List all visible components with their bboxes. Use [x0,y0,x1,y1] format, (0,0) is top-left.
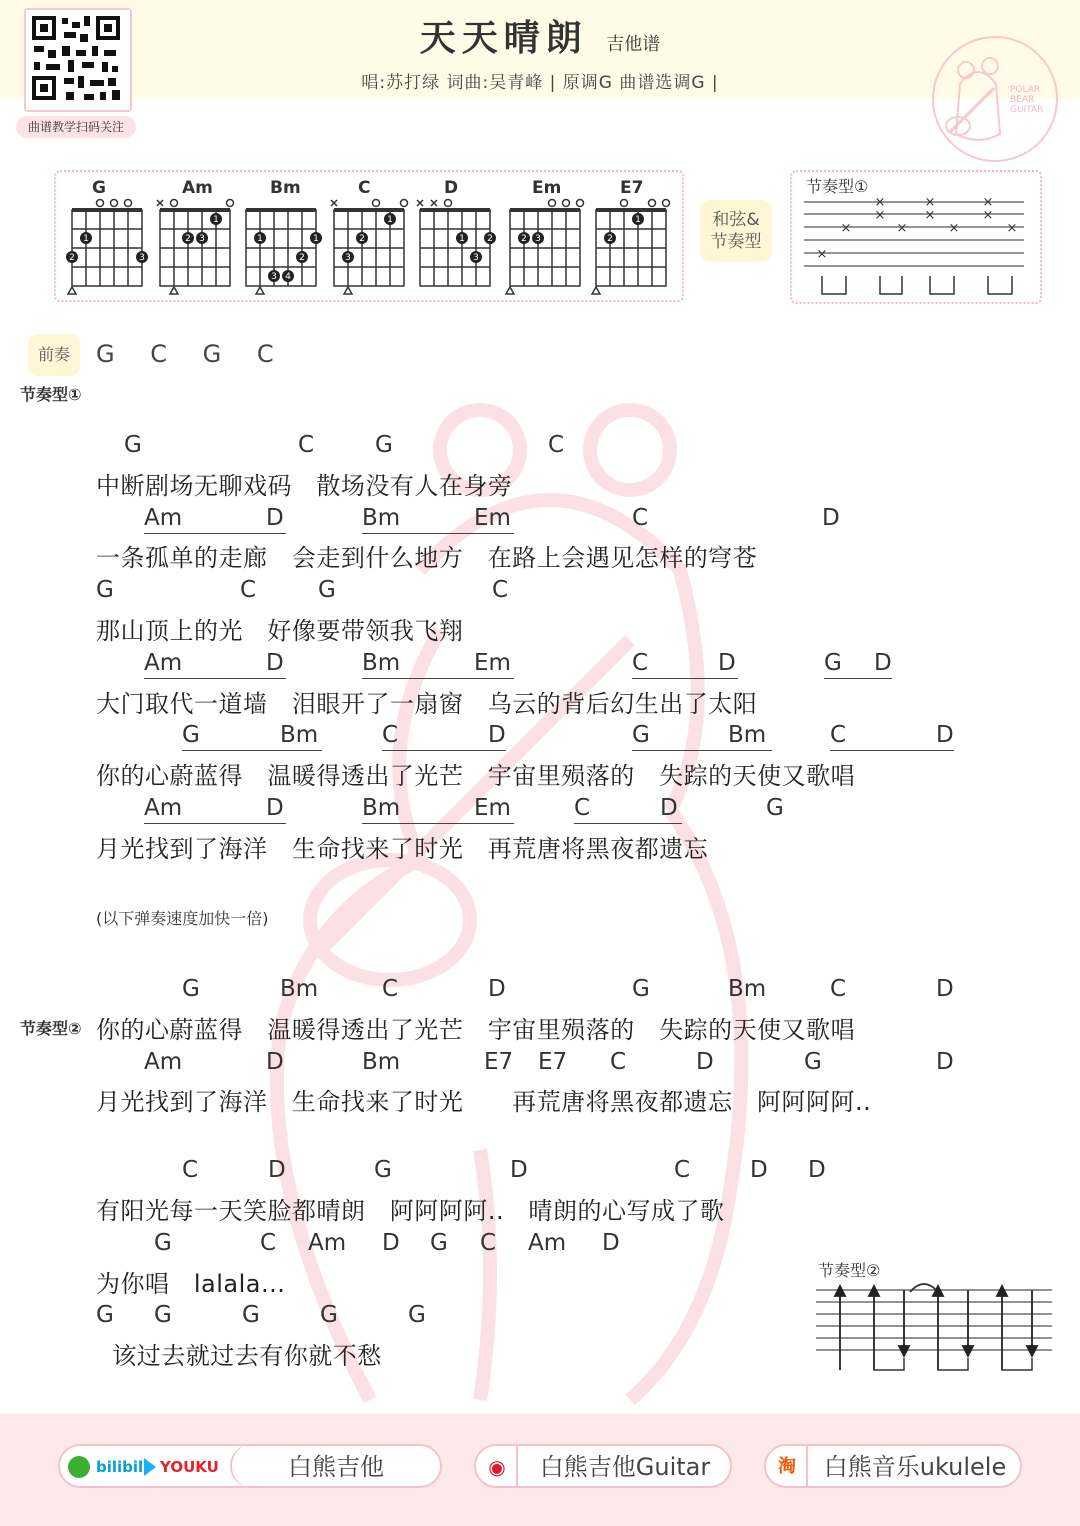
finger-label: 1 [83,234,89,244]
finger-label: 2 [521,234,527,244]
chord-symbol: D [936,976,954,1002]
chord-symbol: D [602,1230,620,1256]
tempo-note: (以下弹奏速度加快一倍) [96,909,269,928]
chord-symbol: D [696,1049,714,1075]
chord-symbol: G [124,432,142,458]
fretboard-icon [154,176,236,296]
chord-diagram-bm [240,176,322,296]
chord-line [0,722,1080,752]
lyric-line: 有阳光每一天笑脸都晴朗 阿阿阿阿.. 晴朗的心写成了歌 [96,1197,725,1225]
chord-symbol: D [382,1230,400,1256]
fretboard-icon [590,176,672,296]
svg-text:×: × [874,195,886,210]
lyric-line: 你的心蔚蓝得 温暖得透出了光芒 宇宙里殒落的 失踪的天使又歌唱 [96,762,856,790]
chord-symbol: D [750,1157,768,1183]
social-pill-video[interactable] [58,1444,442,1488]
chord-diagram-e7 [590,176,672,296]
pill-divider [516,1444,518,1488]
chord-symbol: Am [144,795,183,821]
chord-symbol: C [632,505,649,531]
wechat-icon [68,1456,90,1478]
chord-diagram-am [154,176,236,296]
chord-symbol: G [374,1157,392,1183]
chord-symbol: Am [144,650,183,676]
chord-symbol: D [936,1049,954,1075]
chord-symbol: D [266,795,284,821]
chord-name: Bm [270,178,301,198]
chord-symbol: C [382,976,399,1002]
chord-name: Am [182,178,213,198]
logo-word-1: POLAR [1010,85,1041,95]
svg-text:×: × [982,195,994,210]
chord-symbol: D [266,505,284,531]
finger-label: 1 [313,234,319,244]
taobao-icon: 淘 [772,1452,802,1482]
fretboard-icon [328,176,410,296]
chord-symbol: C [182,1157,199,1183]
chord-symbol: E7 [484,1049,514,1075]
chord-symbol: D [822,505,840,531]
chord-line [0,1230,1080,1260]
lyric-line: 一条孤单的走廊 会走到什么地方 在路上会遇见怎样的穹苍 [96,544,758,572]
chord-diagram-d [414,176,496,296]
chord-symbol: G [154,1302,172,1328]
chord-line [0,432,1080,462]
finger-label: 2 [487,234,493,244]
chord-name: E7 [620,178,644,198]
lyric-line: 那山顶上的光 好像要带领我飞翔 [96,617,464,645]
svg-text:×: × [874,208,886,223]
chord-symbol: G [242,1302,260,1328]
logo-word-3: GUITAR [1010,105,1044,115]
fretboard-icon [504,176,586,296]
lyric-line: 月光找到了海洋 生命找来了时光 再荒唐将黑夜都遗忘 [96,835,709,863]
chord-symbol: Am [308,1230,347,1256]
chord-line [0,795,1080,825]
logo-word-2: BEAR [1010,95,1035,105]
rhythm-1-staff-icon [792,172,1032,300]
lyric-line: 为你唱 lalala... [96,1270,286,1298]
chord-symbol: Em [474,795,511,821]
footer-account-1: 白熊吉他 [288,1453,384,1481]
chord-symbol: Bm [362,795,401,821]
finger-label: 1 [387,215,393,225]
chord-symbol: D [510,1157,528,1183]
chord-symbol: Bm [362,1049,401,1075]
chord-symbol: D [488,722,506,748]
tag-line-2: 节奏型 [710,232,762,252]
chord-line [0,976,1080,1006]
finger-label: 3 [271,272,277,282]
chord-symbol: G [430,1230,448,1256]
lyric-line: 中断剧场无聊戏码 散场没有人在身旁 [96,472,513,500]
finger-label: 2 [299,253,305,263]
chord-symbol: D [874,650,892,676]
chord-symbol: D [936,722,954,748]
rhythm-1-section-label: 节奏型① [20,385,82,404]
chord-symbol: C [610,1049,627,1075]
prelude-chord: G [202,340,222,368]
prelude-chord: C [150,340,168,368]
finger-label: 3 [535,234,541,244]
chord-symbol: G [375,432,393,458]
chord-symbol: Bm [728,722,767,748]
chord-symbol: D [660,795,678,821]
prelude-tag: 前奏 [28,334,80,376]
finger-label: 4 [285,272,291,282]
lyric-line: 大门取代一道墙 泪眼开了一扇窗 乌云的背后幻生出了太阳 [96,690,758,718]
chord-symbol: Am [144,505,183,531]
fretboard-icon [66,176,148,296]
finger-label: 2 [69,253,75,263]
fretboard-icon [414,176,496,296]
footer-account-3: 白熊音乐ukulele [823,1453,1007,1481]
lyric-line: 该过去就过去有你就不愁 [96,1342,382,1370]
chord-symbol: D [266,1049,284,1075]
chord-symbol: E7 [538,1049,568,1075]
chord-symbol: G [96,1302,114,1328]
chord-line [0,1049,1080,1079]
chord-symbol: Am [528,1230,567,1256]
svg-text:×: × [982,208,994,223]
svg-text:×: × [816,247,828,262]
svg-text:×: × [948,221,960,236]
chord-symbol: C [260,1230,277,1256]
chord-symbol: C [298,432,315,458]
prelude-chord: G [96,340,115,368]
fretboard-icon [240,176,322,296]
chord-symbol: G [632,722,650,748]
polar-bear-logo [930,34,1060,164]
social-pill-weibo[interactable] [474,1444,732,1488]
chord-diagrams-panel [54,170,684,302]
finger-label: 3 [345,253,351,263]
chord-symbol: D [808,1157,826,1183]
chord-line [0,577,1080,607]
chord-diagram-em [504,176,586,296]
finger-label: 2 [185,234,191,244]
youku-brand: YOUKU [160,1458,219,1476]
social-pill-taobao[interactable] [764,1444,1022,1488]
chord-name: C [358,178,371,198]
footer-band [0,1414,1080,1526]
finger-label: 2 [607,234,613,244]
rhythm-2-label: 节奏型② [818,1261,881,1280]
chord-symbol: D [488,976,506,1002]
chord-symbol: Bm [280,976,319,1002]
chord-symbol: G [632,976,650,1002]
footer-account-2: 白熊吉他Guitar [539,1453,711,1481]
song-title [0,10,1080,61]
rhythm-2-section-label: 节奏型② [20,1019,82,1038]
chord-diagram-c [328,176,410,296]
chord-symbol: C [548,432,565,458]
chord-symbol: C [830,976,847,1002]
chord-line [0,650,1080,680]
weibo-icon: ◉ [482,1452,512,1482]
chord-symbol: G [408,1302,426,1328]
finger-label: 1 [635,215,641,225]
title-suffix: 吉他谱 [606,34,661,55]
svg-text:×: × [924,195,936,210]
qr-caption: 曲谱教学扫码关注 [16,116,136,138]
chord-symbol: G [824,650,842,676]
chord-symbol: Am [144,1049,183,1075]
chord-symbol: Bm [362,650,401,676]
svg-text:×: × [1006,221,1018,236]
chord-symbol: C [574,795,591,821]
chord-symbol: Bm [728,976,767,1002]
chord-symbol: G [96,577,114,603]
chord-symbol: C [492,577,509,603]
finger-label: 1 [257,234,263,244]
chord-symbol: C [382,722,399,748]
chord-name: D [444,178,459,198]
chord-symbol: Em [474,505,511,531]
lyric-line: 月光找到了海洋 生命找来了时光 再荒唐将黑夜都遗忘 阿阿阿阿.. [96,1088,872,1116]
chord-symbol: C [632,650,649,676]
chord-diagram-g [66,176,148,296]
chord-symbol: C [674,1157,691,1183]
song-meta: 唱:苏打绿 词曲:吴青峰 | 原调G 曲谱选调G | [361,73,719,93]
youku-play-icon [144,1458,156,1476]
lyric-line: 你的心蔚蓝得 温暖得透出了光芒 宇宙里殒落的 失踪的天使又歌唱 [96,1016,856,1044]
chord-symbol: G [804,1049,822,1075]
pill-divider [806,1444,808,1488]
rhythm-2-staff-icon [814,1270,1054,1380]
chord-symbol: Em [474,650,511,676]
finger-label: 2 [359,234,365,244]
prelude-chord: C [256,340,274,368]
chord-symbol: D [718,650,736,676]
chord-symbol: D [268,1157,286,1183]
chord-symbol: D [266,650,284,676]
finger-label: 1 [213,215,219,225]
chord-symbol: G [154,1230,172,1256]
chord-symbol: C [240,577,257,603]
rhythm-1-label: 节奏型① [806,177,869,196]
chord-name: G [92,178,106,198]
chord-symbol: C [480,1230,497,1256]
prelude-chords [96,340,274,368]
chord-line [0,1157,1080,1187]
chord-symbol: G [182,976,200,1002]
bilibili-brand: bilibili [96,1458,149,1476]
chord-symbol: G [318,577,336,603]
finger-label: 3 [199,234,205,244]
chord-symbol: G [320,1302,338,1328]
finger-label: 3 [473,253,479,263]
chord-line [0,505,1080,535]
chord-symbol: Bm [362,505,401,531]
chords-rhythm-tag [700,200,772,262]
svg-text:×: × [896,221,908,236]
rhythm-pattern-1-panel [790,170,1042,304]
chord-symbol: C [830,722,847,748]
chord-symbol: G [766,795,784,821]
svg-text:×: × [840,221,852,236]
tag-line-1: 和弦& [712,210,760,230]
chord-symbol: Bm [280,722,319,748]
finger-label: 1 [459,234,465,244]
chord-symbol: G [182,722,200,748]
chord-name: Em [532,178,562,198]
title-text: 天天晴朗 [419,18,588,59]
finger-label: 3 [139,253,145,263]
svg-text:×: × [924,208,936,223]
